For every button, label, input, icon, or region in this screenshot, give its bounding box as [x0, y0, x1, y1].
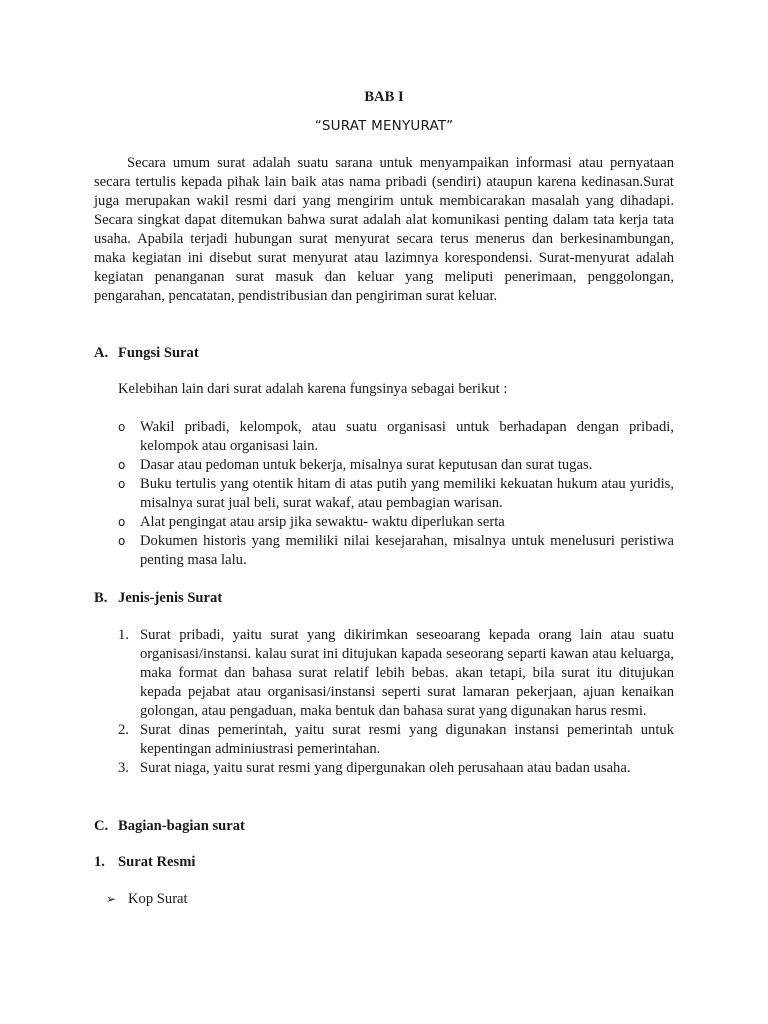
- bullet-icon: o: [118, 420, 126, 434]
- section-c-number: C.: [94, 818, 109, 834]
- section-a-intro: Kelebihan lain dari surat adalah karena fungsinya sebagai berikut :: [118, 381, 508, 397]
- list-item: o Wakil pribadi, kelompok, atau suatu organisasi untuk berhadapan dengan pribadi, kelompok atau organisasi lain.: [118, 419, 674, 454]
- intro-paragraph: Secara umum surat adalah suatu sarana untuk menyampaikan informasi atau pernyataan secara tertulis kepada pihak lain baik atas nama pribadi (sendiri) ataupun karena kedinasan.Surat juga merupakan wakil resmi dari yang mengirim untuk membicarakan masalah yang dihadapi. Secara singkat dapat ditemukan bahwa surat adalah alat komunikasi penting dalam tata kerja tata usaha. Apabila terjadi hubungan surat menyurat secara terus menerus dan berkesinambungan, maka kegiatan ini disebut surat menyurat atau lazimnya korespondensi. Surat-menyurat adalah kegiatan penanganan surat masuk dan keluar yang meliputi penerimaan, penggolongan, pengarahan, pencatatan, pendistribusian dan pengiriman surat keluar.: [94, 155, 674, 304]
- section-1-heading: [94, 853, 195, 872]
- bullet-icon: o: [118, 534, 126, 548]
- list-item: o Alat pengingat atau arsip jika sewaktu- waktu diperlukan serta: [118, 514, 505, 530]
- bullet-icon: o: [118, 515, 126, 529]
- section-a-number: A.: [94, 345, 109, 361]
- list-item: 1. Surat pribadi, yaitu surat yang dikirimkan seseoarang kepada orang lain atau suatu organisasi/instansi. kalau surat ini ditujukan kapada seseorang separti kawan atau keluarga, maka format dan bahasa surat relatif lebih bebas. akan tetapi, bila surat itu ditujukan kepada pejabat atau organisasi/instansi seperti surat lamaran pekerjaan, ajuan kenaikan golongan, atau pengaduan, maka bentuk dan bahasa surat yang digunakan harus resmi.: [118, 627, 674, 719]
- list-item: o Buku tertulis yang otentik hitam di atas putih yang memiliki kekuatan hukum atau yuridis, misalnya surat jual beli, surat wakaf, atau pembagian warisan.: [118, 476, 674, 511]
- section-c-heading: [94, 817, 245, 836]
- list-item: o Dokumen historis yang memiliki nilai kesejarahan, misalnya untuk menelusuri peristiwa penting masa lalu.: [118, 533, 674, 568]
- list-item: 2. Surat dinas pemerintah, yaitu surat resmi yang digunakan instansi pemerintah untuk kepentingan adminiustrasi pemerintahan.: [118, 722, 674, 757]
- section-1-number: 1.: [94, 854, 105, 870]
- section-1-title: Surat Resmi: [118, 854, 196, 870]
- jenis-list: [118, 626, 674, 778]
- list-item: o Dasar atau pedoman untuk bekerja, misalnya surat keputusan dan surat tugas.: [118, 457, 593, 473]
- list-item: 3. Surat niaga, yaitu surat resmi yang dipergunakan oleh perusahaan atau badan usaha.: [118, 760, 631, 776]
- section-a-title: Fungsi Surat: [118, 345, 199, 361]
- section-b-number: B.: [94, 590, 108, 606]
- bullet-icon: o: [118, 477, 126, 491]
- kop-surat-label: Kop Surat: [128, 891, 188, 907]
- kop-surat-item: [106, 890, 188, 909]
- chapter-title: BAB I: [364, 89, 404, 105]
- section-b-title: Jenis-jenis Surat: [118, 590, 223, 606]
- section-b-heading: [94, 589, 222, 608]
- section-c-title: Bagian-bagian surat: [118, 818, 245, 834]
- arrow-bullet-icon: ➢: [106, 892, 117, 906]
- chapter-subtitle: “SURAT MENYURAT”: [314, 118, 454, 134]
- fungsi-list: [118, 418, 674, 570]
- section-a-heading: [94, 344, 199, 363]
- bullet-icon: o: [118, 458, 126, 472]
